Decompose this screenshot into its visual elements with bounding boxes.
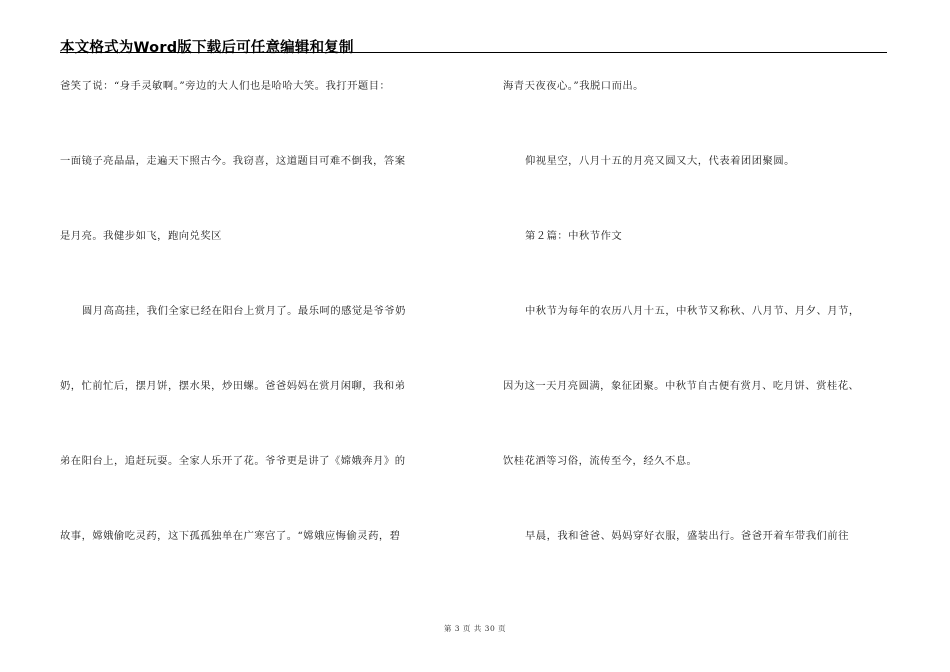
text-line: 仰视星空，八月十五的月亮又圆又大，代表着团团聚圆。 — [525, 155, 795, 167]
text-line: 一面镜子亮晶晶，走遍天下照古今。我窃喜，这道题目可难不倒我，答案 — [60, 155, 406, 167]
text-line: 海青天夜夜心。”我脱口而出。 — [503, 80, 644, 92]
page-number: 第 3 页 共 30 页 — [443, 624, 507, 633]
text-line: 圆月高高挂，我们全家已经在阳台上赏月了。最乐呵的感觉是爷爷奶 — [82, 305, 406, 317]
header-title: 本文格式为Word版下载后可任意编辑和复制 — [60, 40, 354, 56]
text-line: 饮桂花酒等习俗，流传至今，经久不息。 — [503, 455, 698, 467]
text-line: 早晨，我和爸爸、妈妈穿好衣服，盛装出行。爸爸开着车带我们前往 — [525, 530, 849, 542]
text-line: 因为这一天月亮圆满，象征团聚。中秋节自古便有赏月、吃月饼、赏桂花、 — [503, 380, 860, 392]
text-line: 弟在阳台上，追赶玩耍。全家人乐开了花。爷爷更是讲了《嫦娥奔月》的 — [60, 455, 406, 467]
section-heading: 第２篇：中秋节作文 — [525, 230, 623, 242]
text-line: 爸笑了说：“身手灵敏啊。”旁边的大人们也是哈哈大笑。我打开题目： — [60, 80, 391, 92]
text-line: 中秋节为每年的农历八月十五，中秋节又称秋、八月节、月夕、月节， — [525, 305, 860, 317]
text-line: 奶，忙前忙后，摆月饼，摆水果，炒田螺。爸爸妈妈在赏月闲聊，我和弟 — [60, 380, 406, 392]
text-line: 故事，嫦娥偷吃灵药，这下孤孤独单在广寒宫了。“嫦娥应悔偷灵药，碧 — [60, 530, 401, 542]
header-divider — [60, 52, 887, 53]
text-line: 是月亮。我健步如飞，跑向兑奖区 — [60, 230, 222, 242]
